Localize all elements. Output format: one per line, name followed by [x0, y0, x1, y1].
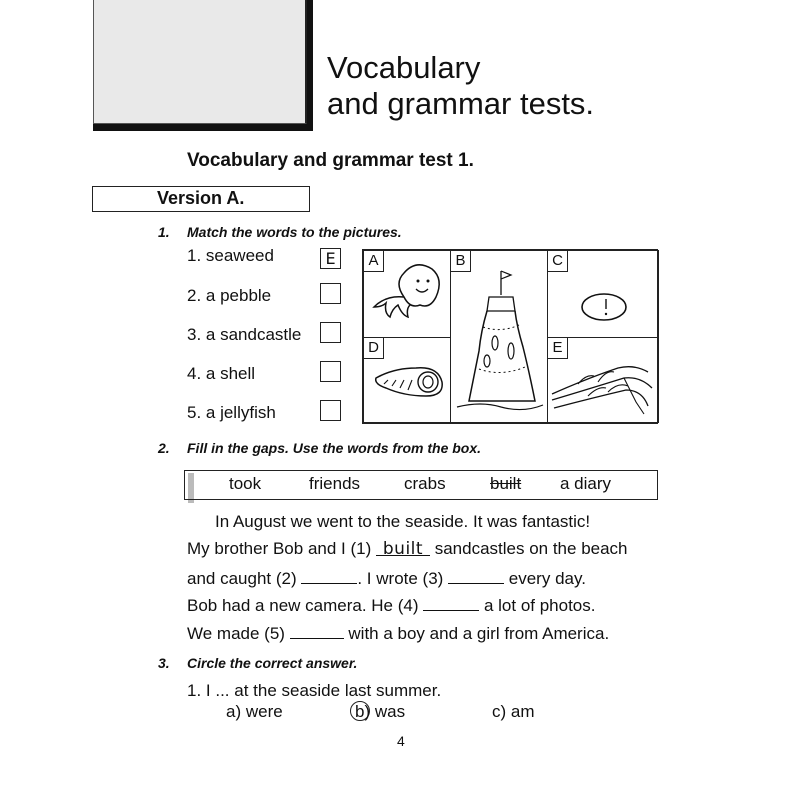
picture-a [363, 250, 451, 338]
picture-b [450, 250, 548, 423]
answer-box-2[interactable] [320, 283, 341, 304]
jellyfish-icon [364, 251, 450, 337]
picture-c-label: C [548, 251, 568, 272]
gap-1-answer: built [382, 539, 424, 559]
answer-box-5[interactable] [320, 400, 341, 421]
task2-heading [158, 440, 481, 456]
shell-icon [364, 338, 450, 422]
page-title-line1: Vocabulary [327, 50, 481, 85]
answer-box-1[interactable] [320, 248, 341, 269]
picture-d-label: D [364, 338, 384, 359]
gap-5[interactable] [290, 622, 344, 639]
picture-a-label: A [364, 251, 384, 272]
question-1: 1. I ... at the seaside last summer. [187, 681, 442, 700]
task3-number: 3. [158, 655, 170, 671]
picture-e-label: E [548, 338, 568, 359]
match-word-2: 2. a pebble [187, 286, 272, 305]
word-box-item: took [229, 474, 262, 493]
passage-line-5: We made (5) with a boy and a girl from America. [187, 624, 610, 643]
match-word-4: 4. a shell [187, 364, 256, 383]
passage-line-3: and caught (2) . I wrote (3) every day. [187, 569, 586, 588]
word-box-item: crabs [404, 474, 446, 493]
task2-instruction: Fill in the gaps. Use the words from the box. [187, 440, 482, 456]
page-title-line2: and grammar tests. [327, 86, 595, 121]
page-title [327, 50, 594, 122]
test-title: Vocabulary and grammar test 1. [187, 150, 474, 171]
seaweed-icon [548, 338, 658, 422]
task1-heading [158, 224, 402, 240]
picture-d [363, 337, 451, 423]
gap-1[interactable] [376, 539, 430, 559]
word-box-item: a diary [560, 474, 612, 493]
task1-instruction: Match the words to the pictures. [187, 224, 402, 240]
task1-number: 1. [158, 224, 170, 240]
page-number: 4 [397, 733, 405, 749]
picture-b-label: B [451, 251, 471, 272]
task3-heading [158, 655, 357, 671]
option-c[interactable]: c) am [492, 702, 535, 721]
picture-e [547, 337, 659, 423]
header-shadow-bottom [93, 124, 307, 131]
answer-box-1-value: E [325, 249, 336, 268]
gap-4[interactable] [423, 594, 479, 611]
task2-number: 2. [158, 440, 170, 456]
pebble-icon [548, 251, 658, 337]
option-b[interactable]: b) was [355, 702, 406, 721]
match-word-3: 3. a sandcastle [187, 325, 302, 344]
option-a[interactable]: a) were [226, 702, 283, 721]
answer-box-4[interactable] [320, 361, 341, 382]
gap-2[interactable] [301, 567, 357, 584]
passage-line-1: In August we went to the seaside. It was fantastic! [215, 512, 591, 531]
task3-instruction: Circle the correct answer. [187, 655, 358, 671]
passage-line-2: My brother Bob and I (1) built sandcastles on the beach [187, 539, 628, 559]
answer-box-3[interactable] [320, 322, 341, 343]
match-word-5: 5. a jellyfish [187, 403, 276, 422]
gap-3[interactable] [448, 567, 504, 584]
picture-c [547, 250, 659, 338]
picture-grid [362, 249, 658, 424]
version-label: Version A. [157, 188, 245, 208]
passage-line-4: Bob had a new camera. He (4) a lot of photos. [187, 596, 596, 615]
match-word-1: 1. seaweed [187, 246, 274, 265]
word-box-item: friends [309, 474, 361, 493]
sandcastle-icon [451, 251, 547, 422]
header-grey-panel [93, 0, 307, 124]
word-box-item-struck: built [490, 474, 522, 493]
